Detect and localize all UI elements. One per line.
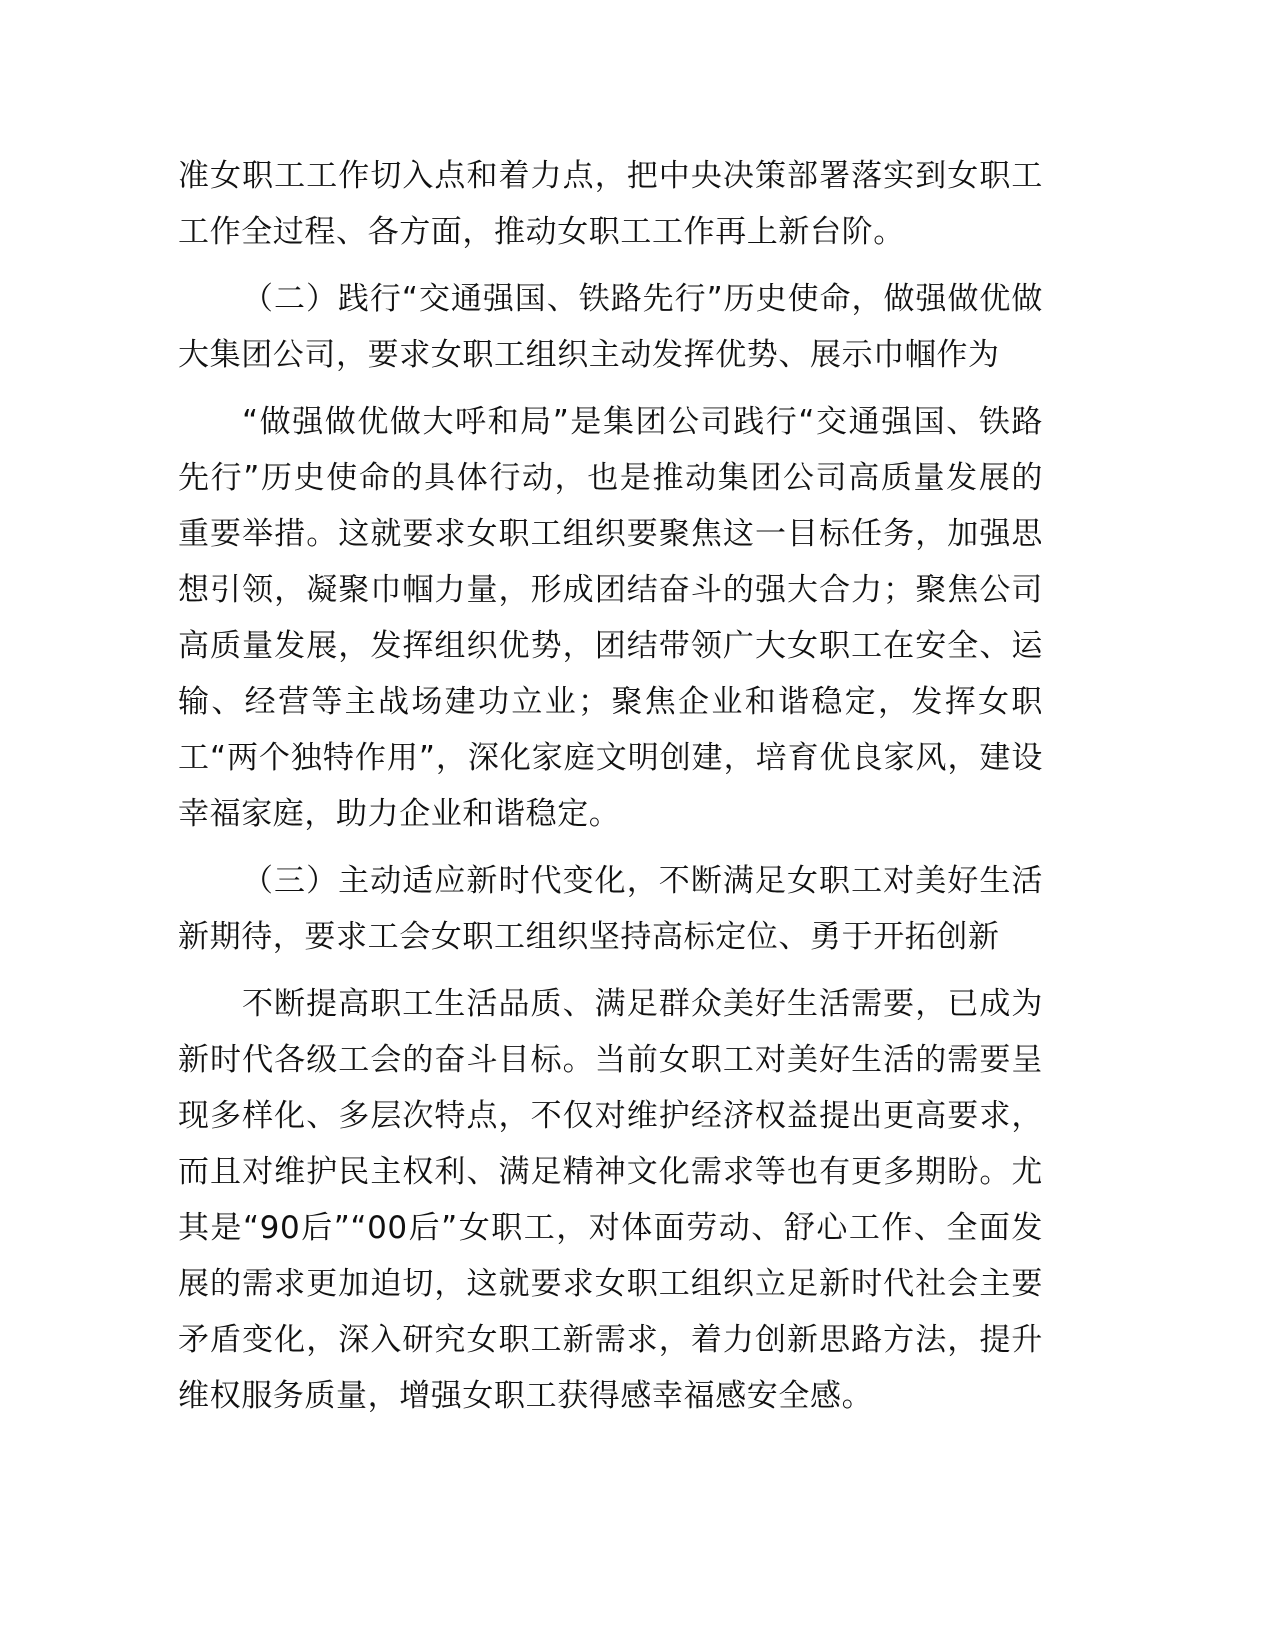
paragraph-continuation: 准女职工工作切入点和着力点，把中央决策部署落实到女职工工作全过程、各方面，推动女职工工作再上新台阶。 xyxy=(178,158,1043,250)
paragraph-body-three: 不断提高职工生活品质、满足群众美好生活需要，已成为新时代各级工会的奋斗目标。当前女职工对美好生活的需要呈现多样化、多层次特点，不仅对维护经济权益提出更高要求，而且对维护民主权利、满足精神文化需求等也有更多期盼。尤其是“90后”“00后”女职工，对体面劳动、舒心工作、全面发展的需求更加迫切，这就要求女职工组织立足新时代社会主要矛盾变化，深入研究女职工新需求，着力创新思路方法，提升维权服务质量，增强女职工获得感幸福感安全感。 xyxy=(178,986,1043,1414)
section-heading-three: （三）主动适应新时代变化，不断满足女职工对美好生活新期待，要求工会女职工组织坚持高标定位、勇于开拓创新 xyxy=(178,863,1043,955)
paragraph-body-two: “做强做优做大呼和局”是集团公司践行“交通强国、铁路先行”历史使命的具体行动，也是推动集团公司高质量发展的重要举措。这就要求女职工组织要聚焦这一目标任务，加强思想引领，凝聚巾帼力量，形成团结奋斗的强大合力；聚焦公司高质量发展，发挥组织优势，团结带领广大女职工在安全、运输、经营等主战场建功立业；聚焦企业和谐稳定，发挥女职工“两个独特作用”，深化家庭文明创建，培育优良家风，建设幸福家庭，助力企业和谐稳定。 xyxy=(178,404,1043,832)
section-heading-two: （二）践行“交通强国、铁路先行”历史使命，做强做优做大集团公司，要求女职工组织主动发挥优势、展示巾帼作为 xyxy=(178,281,1043,373)
